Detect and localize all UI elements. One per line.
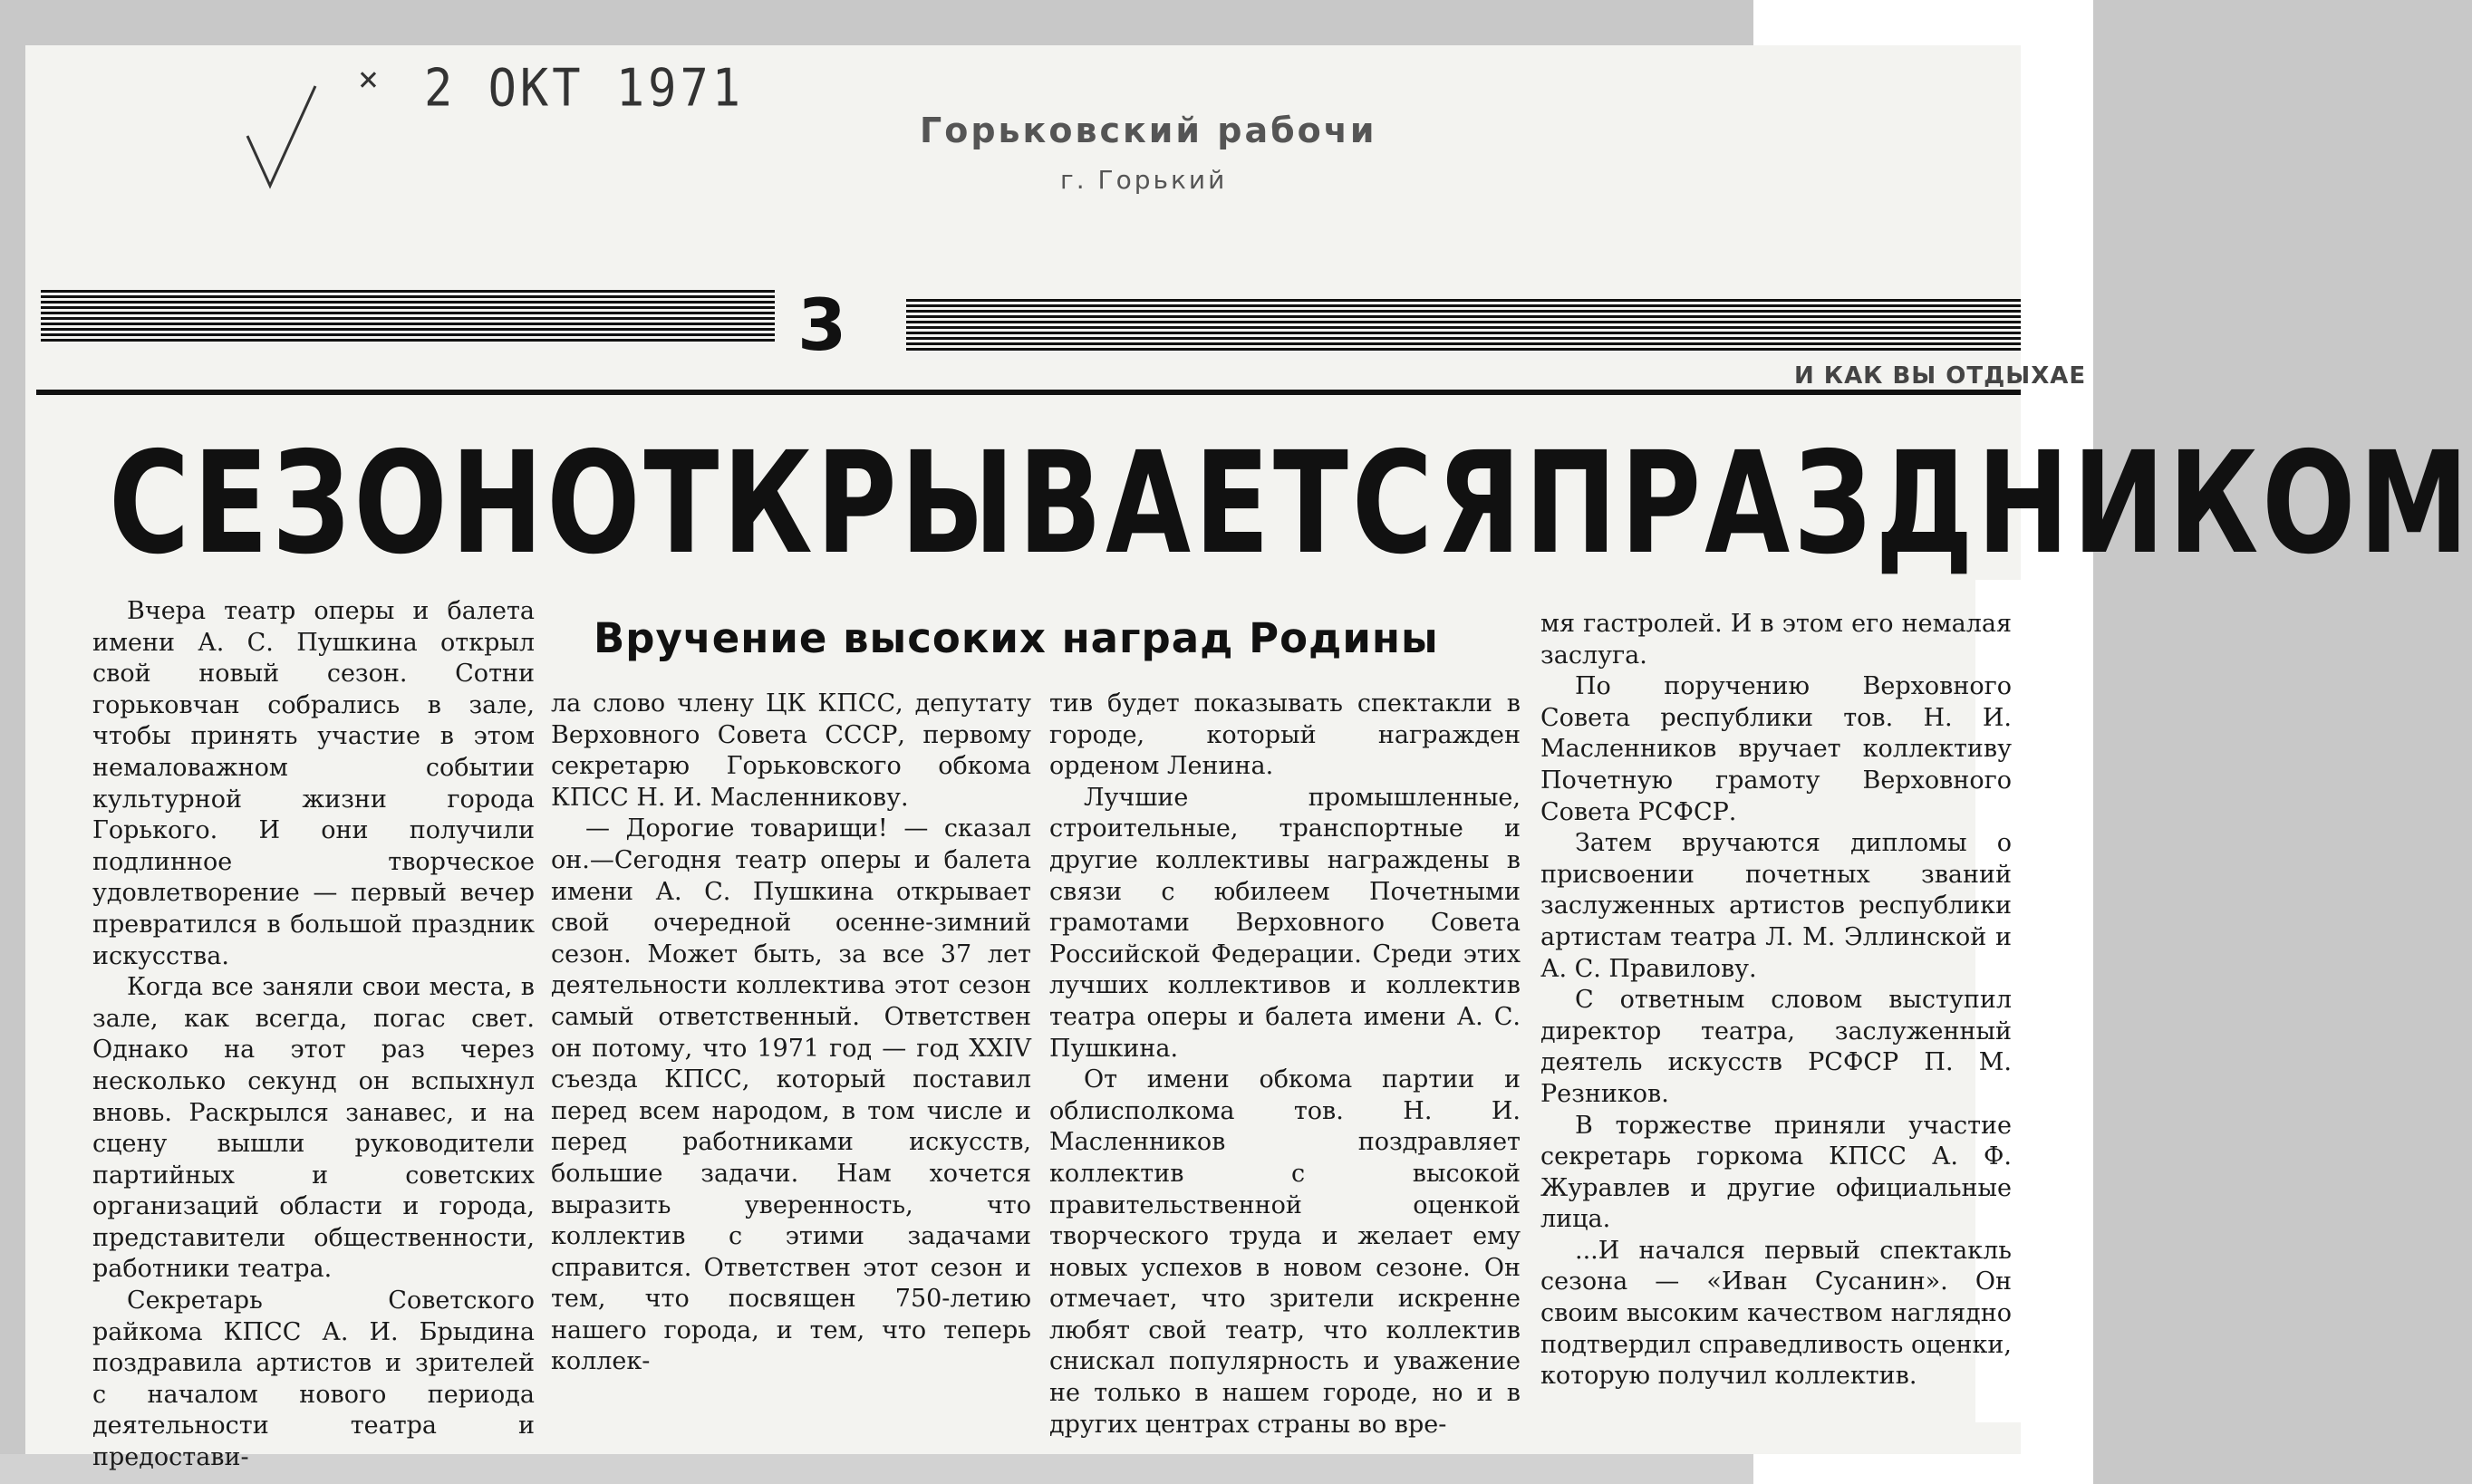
adjacent-article-fragment: И КАК ВЫ ОТДЫХАЕ [1794, 362, 2087, 390]
rule-band-right [906, 299, 2021, 353]
headline-word-3: ПРАЗДНИКОМ [1524, 420, 2472, 585]
stamp-mark: × [358, 59, 381, 99]
article-column-3 [1049, 689, 1521, 1441]
column-paragraph: Лучшие промышленные, строительные, транспортные и другие коллективы награждены в связи с юбилеем Почетными грамотами Верховного Совета Российской Федерации. Среди этих лучших коллективов и коллектив театра оперы и балета имени А. С. Пушкина. [1049, 783, 1521, 1063]
headline-word-2: ОТКРЫВАЕТСЯ [546, 420, 1525, 585]
column-paragraph: мя гастролей. И в этом его немалая заслуга. [1540, 610, 2012, 670]
headline-word-1: СЕЗОН [109, 420, 547, 585]
column-paragraph: ...И начался первый спектакль сезона — «Иван Сусанин». Он своим высоким качеством наглядно подтвердил справедливость оценки, которую получил коллектив. [1540, 1236, 2012, 1391]
column-paragraph: Затем вручаются дипломы о присвоении почетных званий заслуженных артистов республики артистам театра Л. М. Эллинской и А. С. Правилову. [1540, 829, 2012, 983]
newspaper-name: Горьковский рабочи [920, 111, 1377, 150]
column-paragraph: — Дорогие товарищи! — сказал он.—Сегодня театр оперы и балета имени А. С. Пушкина открывает свой очередной осенне-зимний сезон. Может быть, за все 37 лет деятельности коллектива этот сезон самый ответственный. Ответствен он потому, что 1971 год — год XXIV съезда КПСС, который поставил перед всем народом, в том числе и перед работниками искусств, большие задачи. Нам хочется выразить уверенность, что коллектив с этими задачами справится. Ответствен этот сезон и тем, что посвящен 750-летию нашего города, и тем, что теперь коллек- [551, 814, 1031, 1376]
article-column-2 [551, 689, 1031, 1378]
column-paragraph: Вчера театр оперы и балета имени А. С. Пушкина открыл свой новый сезон. Сотни горьковчан собрались в зале, чтобы принять участие в этом немаловажном событии культурной жизни города Горького. И они получили подлинное творческое удовлетворение — первый вечер превратился в большой праздник искусства. [92, 597, 535, 970]
article-column-1 [92, 596, 535, 1474]
article-column-4 [1540, 609, 2012, 1392]
column-paragraph: тив будет показывать спектакли в городе, который награжден орденом Ленина. [1049, 689, 1521, 781]
column-paragraph: С ответным словом выступил директор театра, заслуженный деятель искусств РСФСР П. М. Резников. [1540, 986, 2012, 1108]
page-number: 3 [797, 285, 847, 367]
newspaper-city: г. Горький [1060, 165, 1228, 195]
headline [109, 420, 2472, 585]
column-paragraph: ла слово члену ЦК КПСС, депутату Верховного Совета СССР, первому секретарю Горьковского обкома КПСС Н. И. Масленникову. [551, 689, 1031, 812]
column-paragraph: От имени обкома партии и облисполкома тов. Н. И. Масленников поздравляет коллектив с высокой правительственной оценкой творческого труда и желает ему новых успехов в новом сезоне. Он отмечает, что зрители искренне любят свой театр, что коллектив снискал популярность и уважение не только в нашем городе, но и в других центрах страны во вре- [1049, 1065, 1521, 1439]
subheadline: Вручение высоких наград Родины [594, 614, 1439, 662]
column-paragraph: Секретарь Советского райкома КПСС А. И. Брыдина поздравила артистов и зрителей с началом нового периода деятельности театра и предостави- [92, 1286, 535, 1472]
handwritten-checkmark-icon [243, 82, 324, 190]
rule-band-left [41, 290, 775, 344]
column-paragraph: По поручению Верховного Совета республики тов. Н. И. Масленников вручает коллективу Почетную грамоту Верховного Совета РСФСР. [1540, 672, 2012, 826]
column-paragraph: Когда все заняли свои места, в зале, как всегда, погас свет. Однако на этот раз через несколько секунд он вспыхнул вновь. Раскрылся занавес, и на сцену вышли руководители партийных и советских организаций области и города, представители общественности, работники театра. [92, 973, 535, 1284]
column-paragraph: В торжестве приняли участие секретарь горкома КПСС А. Ф. Журавлев и другие официальные лица. [1540, 1111, 2012, 1234]
header-divider [36, 390, 2021, 395]
stamp-date: 2 OKT 1971 [424, 59, 745, 119]
